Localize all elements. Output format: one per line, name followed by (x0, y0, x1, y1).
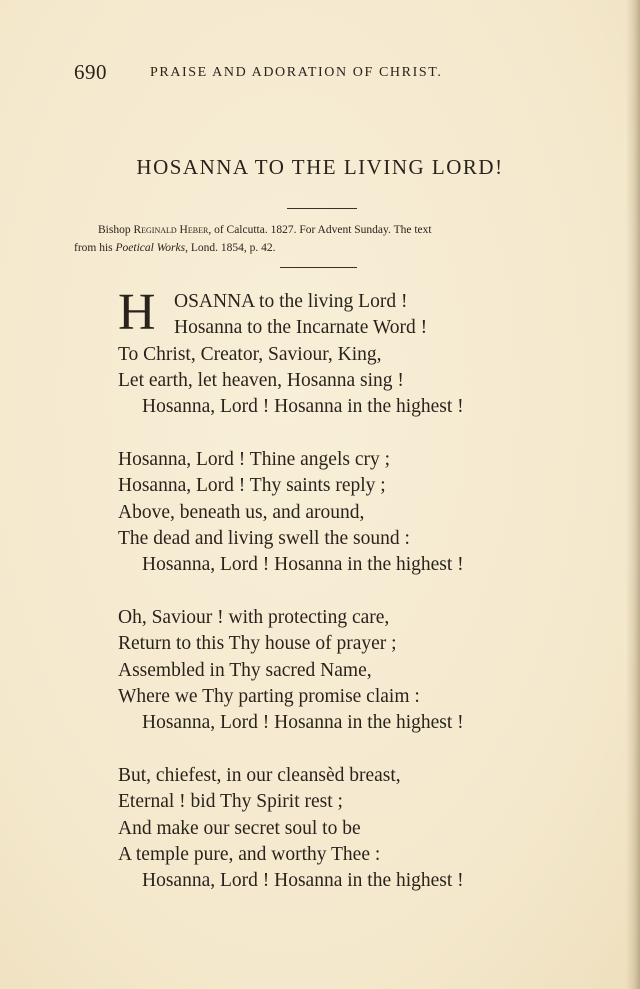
running-title: PRAISE AND ADORATION OF CHRIST. (150, 65, 443, 80)
attribution-place-date: , of Calcutta. 1827. For Advent Sunday. The text (208, 224, 432, 236)
verse-line: A temple pure, and worthy Thee : (118, 843, 381, 865)
verse-line: Where we Thy parting promise claim : (118, 685, 420, 707)
refrain-line: Hosanna, Lord ! Hosanna in the highest ! (142, 554, 464, 576)
verse-line: Return to this Thy house of prayer ; (118, 633, 397, 655)
attribution (74, 221, 569, 257)
drop-cap: H (118, 284, 156, 341)
running-head (74, 60, 504, 84)
stanza-4 (118, 763, 558, 894)
verse-line: The dead and living swell the sound : (118, 527, 410, 549)
attribution-prefix: Bishop (98, 224, 131, 236)
verse-line: Hosanna, Lord ! Thy saints reply ; (118, 475, 386, 497)
attribution-details: , Lond. 1854, p. 42. (185, 242, 276, 254)
hymn-body (118, 284, 558, 921)
attribution-from: from his (74, 242, 113, 254)
verse-line: Oh, Saviour ! with protecting care, (118, 606, 390, 628)
refrain-line: Hosanna, Lord ! Hosanna in the highest ! (142, 712, 464, 734)
author-name: Reginald Heber (133, 224, 209, 236)
verse-line: And make our secret soul to be (118, 817, 361, 839)
verse-line: Hosanna, Lord ! Thine angels cry ; (118, 448, 391, 470)
verse-line: Above, beneath us, and around, (118, 501, 365, 523)
stanza-2 (118, 447, 558, 578)
verse-line: But, chiefest, in our cleansèd breast, (118, 764, 401, 786)
verse-line: Let earth, let heaven, Hosanna sing ! (118, 369, 404, 391)
verse-line: Assembled in Thy sacred Name, (118, 659, 372, 681)
verse-line: Eternal ! bid Thy Spirit rest ; (118, 791, 343, 813)
page-number: 690 (74, 60, 107, 84)
stanza-1 (118, 284, 558, 420)
refrain-line: Hosanna, Lord ! Hosanna in the highest ! (142, 870, 464, 892)
verse-line: Hosanna to the Incarnate Word ! (174, 317, 428, 339)
first-line-text: OSANNA to the living Lord ! (174, 291, 408, 312)
refrain-line: Hosanna, Lord ! Hosanna in the highest ! (142, 396, 464, 418)
source-title: Poetical Works (115, 242, 186, 254)
stanza-3 (118, 605, 558, 736)
attribution-rule (280, 267, 357, 268)
attribution-line-1 (74, 221, 569, 239)
hymn-title: HOSANNA TO THE LIVING LORD! (136, 155, 504, 179)
attribution-line-2 (74, 239, 569, 257)
verse-line: To Christ, Creator, Saviour, King, (118, 343, 382, 365)
title-rule (287, 208, 357, 209)
